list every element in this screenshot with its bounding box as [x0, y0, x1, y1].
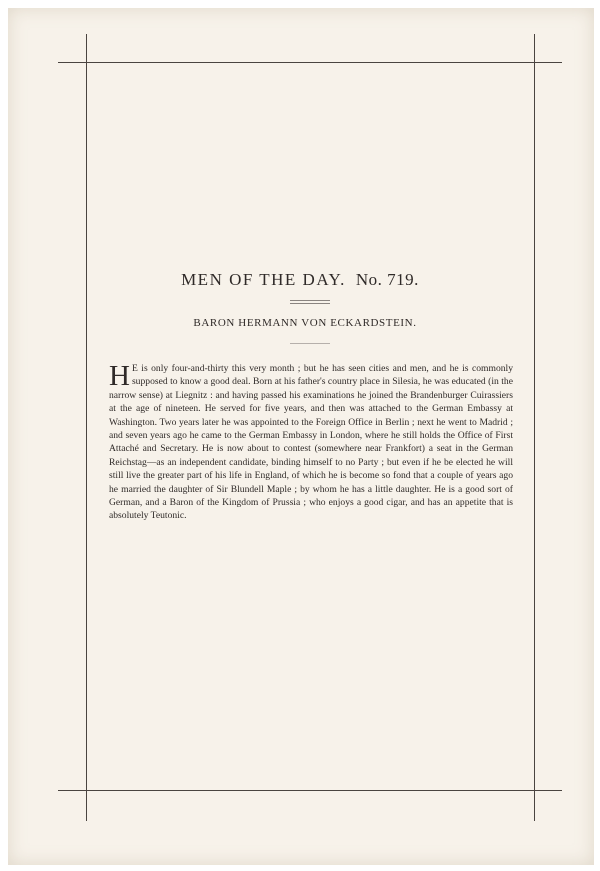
drop-cap: H — [109, 360, 130, 392]
bottom-border-rule — [58, 790, 562, 791]
article-subtitle: BARON HERMANN VON ECKARDSTEIN. — [193, 317, 417, 329]
subtitle-divider — [290, 343, 330, 344]
title-divider-top — [290, 300, 330, 301]
title-divider-bottom — [290, 303, 330, 304]
article-body — [109, 362, 513, 523]
title-text: MEN OF THE DAY. — [181, 270, 346, 289]
top-border-rule — [58, 62, 562, 63]
issue-number: No. 719. — [355, 270, 419, 289]
body-paragraph: E is only four-and-thirty this very month ; but he has seen cities and men, and he is commonly supposed to know a good deal. Born at his father's country place in Silesia, he was educated (in the narrow sense) at Liegnitz : and having passed his examinations he joined the Brandenburger Cuirassiers at the age of nineteen. He served for five years, and then was attached to the German Embassy at Washington. Two years later he was appointed to the Foreign Office in Berlin ; next he went to Madrid ; and seven years ago he came to the German Embassy in London, where he still holds the Office of First Attaché and Secretary. He is now about to contest (somewhere near Frankfort) a seat in the German Reichstag—as an independent candidate, binding himself to no Party ; but even if he be elected he will still live the greater part of his life in England, of which he is become so fond that a couple of years ago he married the daughter of Sir Blundell Maple ; by whom he has a little daughter. He is a good sort of German, and a Baron of the Kingdom of Prussia ; who enjoys a good cigar, and has an appetite that is absolutely Teutonic. — [109, 363, 513, 522]
page-title — [60, 270, 540, 290]
left-border-rule — [86, 34, 87, 821]
right-border-rule — [534, 34, 535, 821]
